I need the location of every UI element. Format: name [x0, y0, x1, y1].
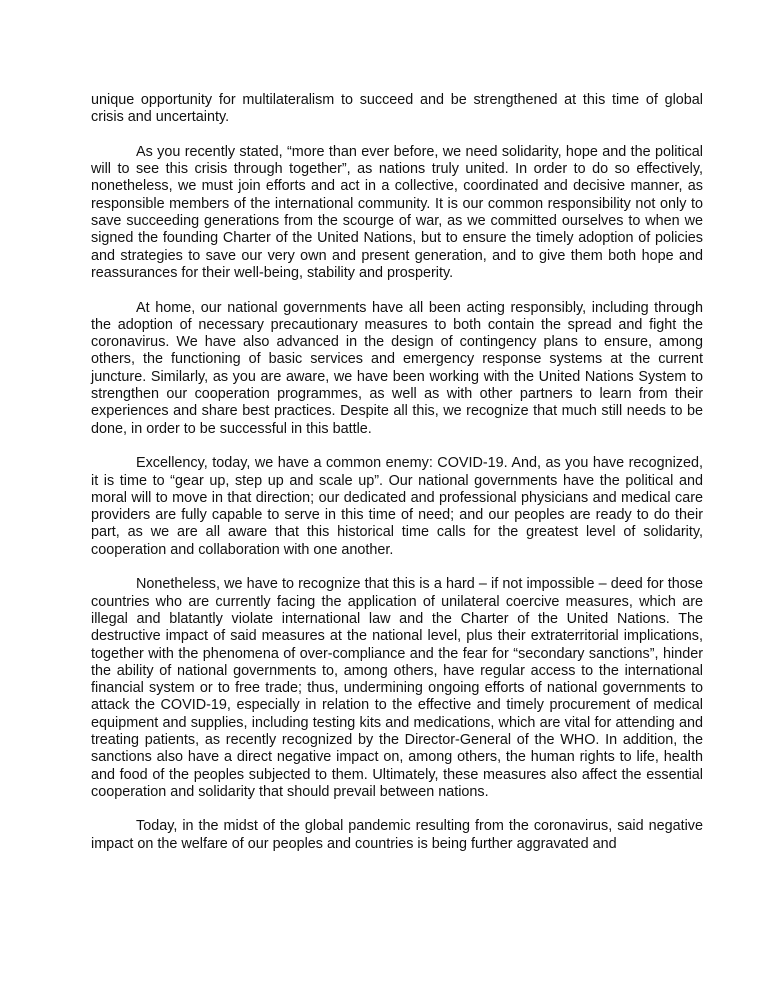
paragraph-national-measures: At home, our national governments have all been acting responsibly, including through the adoption of necessary precautionary measures to both contain the spread and fight the coronavirus. We have also advanced in the design of contingency plans to ensure, among others, the functioning of basic services and emergency response systems at the current juncture. Similarly, as you are aware, we have been working with the United Nations System to strengthen our cooperation programmes, as well as with other partners to learn from their experiences and share best practices. Despite all this, we recognize that much still needs to be done, in order to be successful in this battle. [91, 299, 703, 437]
letter-body [91, 92, 703, 870]
paragraph-solidarity: As you recently stated, “more than ever before, we need solidarity, hope and the political will to see this crisis through together”, as nations truly united. In order to do so effectively, nonetheless, we must join efforts and act in a collective, coordinated and decisive manner, as responsible members of the international community. It is our common responsibility not only to save succeeding generations from the scourge of war, as we committed ourselves to when we signed the founding Charter of the United Nations, but to ensure the timely adoption of policies and strategies to save our very own and present generation, and to give them both hope and reassurances for their well-being, stability and prosperity. [91, 143, 703, 281]
paragraph-coercive-measures: Nonetheless, we have to recognize that this is a hard – if not impossible – deed for those countries who are currently facing the application of unilateral coercive measures, which are illegal and blatantly violate international law and the Charter of the United Nations. The destructive impact of said measures at the national level, plus their extraterritorial implications, together with the phenomena of over-compliance and the fear for “secondary sanctions”, hinder the ability of national governments to, among others, have regular access to the international financial system or to free trade; thus, undermining ongoing efforts of national governments to attack the COVID-19, especially in relation to the effective and timely procurement of medical equipment and supplies, including testing kits and medications, which are vital for attending and treating patients, as recently recognized by the Director-General of the WHO. In addition, the sanctions also have a direct negative impact on, among others, the human rights to life, health and food of the peoples subjected to them. Ultimately, these measures also affect the essential cooperation and solidarity that should prevail between nations. [91, 576, 703, 800]
paragraph-common-enemy: Excellency, today, we have a common enemy: COVID-19. And, as you have recognized, it is time to “gear up, step up and scale up”. Our national governments have the political and moral will to move in that direction; our dedicated and professional physicians and medical care providers are fully capable to serve in this time of need; and our peoples are ready to do their part, as we are all aware that this historical time calls for the greatest level of solidarity, cooperation and collaboration with one another. [91, 455, 703, 558]
paragraph-pandemic-impact: Today, in the midst of the global pandemic resulting from the coronavirus, said negative impact on the welfare of our peoples and countries is being further aggravated and [91, 818, 703, 852]
paragraph-continuation: unique opportunity for multilateralism to succeed and be strengthened at this time of global crisis and uncertainty. [91, 92, 703, 126]
